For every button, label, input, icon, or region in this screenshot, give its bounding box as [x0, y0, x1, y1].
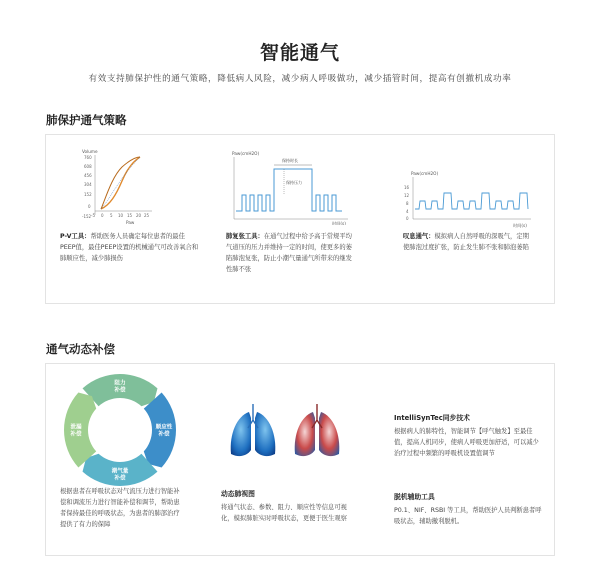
sigh-y-tick: 8: [406, 201, 409, 206]
sigh-y-tick: 12: [404, 193, 410, 198]
recruitment-tool-caption: [226, 231, 356, 275]
sigh-ventilation-caption: [403, 231, 533, 253]
lung-left: [295, 412, 315, 456]
recruitment-ylabel: Paw(cmH2O): [232, 151, 260, 156]
dynamic-lung-view-illustration: [221, 404, 351, 462]
recruitment-xlabel: 时间(s): [332, 221, 346, 225]
lung-view-text: 将通气状态、参数、阻力、顺应性等信息可视化，模拟肺脏实时呼吸状态，更便于医生观察: [221, 504, 347, 522]
page-title: 智能通气: [259, 42, 340, 64]
lung-protection-card: [45, 134, 555, 304]
section-title-lung-protection: 肺保护通气策略: [46, 113, 127, 127]
sigh-y-tick: 16: [404, 185, 410, 190]
pv-y-tick: -152: [82, 214, 92, 219]
pv-x-tick: 25: [144, 213, 150, 218]
recruitment-tool-chart: [224, 149, 354, 225]
pv-inflation-curve: [101, 157, 140, 209]
cycle-caption: 根据患者在呼吸状态对气流压力进行智能补偿和调流压力进行智能补偿和调节，帮助患者保持最佳的呼吸状态，为患者的肺部治疗提供了有力的保障: [60, 488, 180, 528]
pv-tool-chart: [76, 147, 156, 225]
pv-x-tick: 10: [118, 213, 124, 218]
weaning-text: P0.1、NIF、RSBI 等工具，帮助医护人员判断患者呼吸状态，辅助撤利脱机。: [394, 507, 542, 525]
recruitment-pressure-label: 保持压力: [286, 180, 302, 185]
pv-y-tick: 456: [84, 173, 92, 178]
lung-pair-inflamed: [295, 404, 340, 456]
pv-ylabel: Volume: [82, 149, 98, 154]
page-subtitle: 有效支持肺保护性的通气策略，降低病人风险，减少病人呼吸做功，减少插管时间，提高有创撤机成功率: [88, 74, 512, 84]
sigh-ventilation-label: 叹息通气：: [403, 233, 435, 240]
sigh-y-ticks: [404, 185, 410, 221]
intellisync-title: IntelliSynTec同步技术: [394, 414, 470, 422]
compensation-cycle-diagram: [60, 370, 180, 490]
cycle-segment-label: 顺应性: [155, 424, 173, 431]
pv-y-tick: 760: [84, 155, 92, 160]
recruitment-hold-label: 保持时长: [282, 158, 298, 163]
lung-right: [255, 412, 275, 456]
lung-pair-healthy: [231, 404, 276, 456]
cycle-segment-label: 阻力: [114, 380, 126, 387]
lung-view-title: 动态肺视图: [221, 490, 255, 498]
cycle-segment-label: 补偿: [158, 431, 170, 438]
cycle-segment-label: 泄漏: [70, 424, 82, 431]
recruitment-tool-label: 肺复张工具：: [226, 233, 264, 240]
cycle-segment-label: 补偿: [114, 387, 126, 394]
cycle-segment-label: 潮气量: [111, 468, 129, 475]
pv-x-tick: 0: [101, 213, 104, 218]
recruitment-waveform: [236, 169, 342, 211]
sigh-y-tick: 0: [406, 216, 409, 221]
sigh-ventilation-chart: [401, 169, 536, 229]
pv-x-ticks: [91, 213, 150, 218]
pv-xlabel: Paw: [126, 220, 135, 225]
weaning-title: 脱机辅助工具: [394, 493, 435, 501]
pv-y-ticks: [82, 155, 92, 219]
pv-x-tick: 5: [110, 213, 113, 218]
sigh-y-tick: 4: [406, 209, 409, 214]
pv-y-tick: 152: [84, 192, 92, 197]
pv-y-tick: 608: [84, 164, 92, 169]
intellisync-text: 根据病人的肺特性，智能调节【呼气触发】至最佳值，提高人机同步，使病人呼吸更加舒适，可以减少治疗过程中频繁的呼吸机设置值调节: [394, 428, 539, 457]
recruitment-tool-text: 在通气过程中给予高于常规平均气道压的压力并维持一定的时间，使更多的萎陷肺泡复张，防止小潮气量通气所带来的继发性肺不张: [226, 233, 352, 273]
pv-x-tick: 20: [136, 213, 142, 218]
section-title-dynamic-compensation: 通气动态补偿: [46, 342, 115, 356]
sigh-ventilation-text: 模拟病人自然呼吸的深吸气，定期使肺泡过度扩张，防止发生肺不张和肺泡萎陷: [403, 233, 529, 251]
dynamic-compensation-card: [45, 363, 555, 556]
sigh-ylabel: Paw(cmH2O): [411, 171, 439, 176]
pv-x-tick: 15: [127, 213, 133, 218]
pv-tool-text: 帮助医务人员确定每位患者的最佳PEEP值，最佳PEEP设置的机械通气可改善氧合和肺顺应性，减少肺损伤: [60, 233, 199, 262]
sigh-xlabel: 时间(s): [513, 223, 527, 228]
cycle-segment-label: 补偿: [114, 475, 126, 482]
sigh-waveform: [415, 193, 528, 209]
pv-y-tick: 304: [84, 182, 92, 187]
cycle-segment-label: 补偿: [70, 431, 82, 438]
lung-left: [231, 412, 251, 456]
pv-tool-label: P-V工具：: [60, 233, 91, 240]
lung-right: [319, 412, 339, 456]
pv-tool-caption: [60, 231, 200, 264]
pv-y-tick: 0: [88, 204, 91, 209]
pv-x-tick: -5: [91, 213, 95, 218]
